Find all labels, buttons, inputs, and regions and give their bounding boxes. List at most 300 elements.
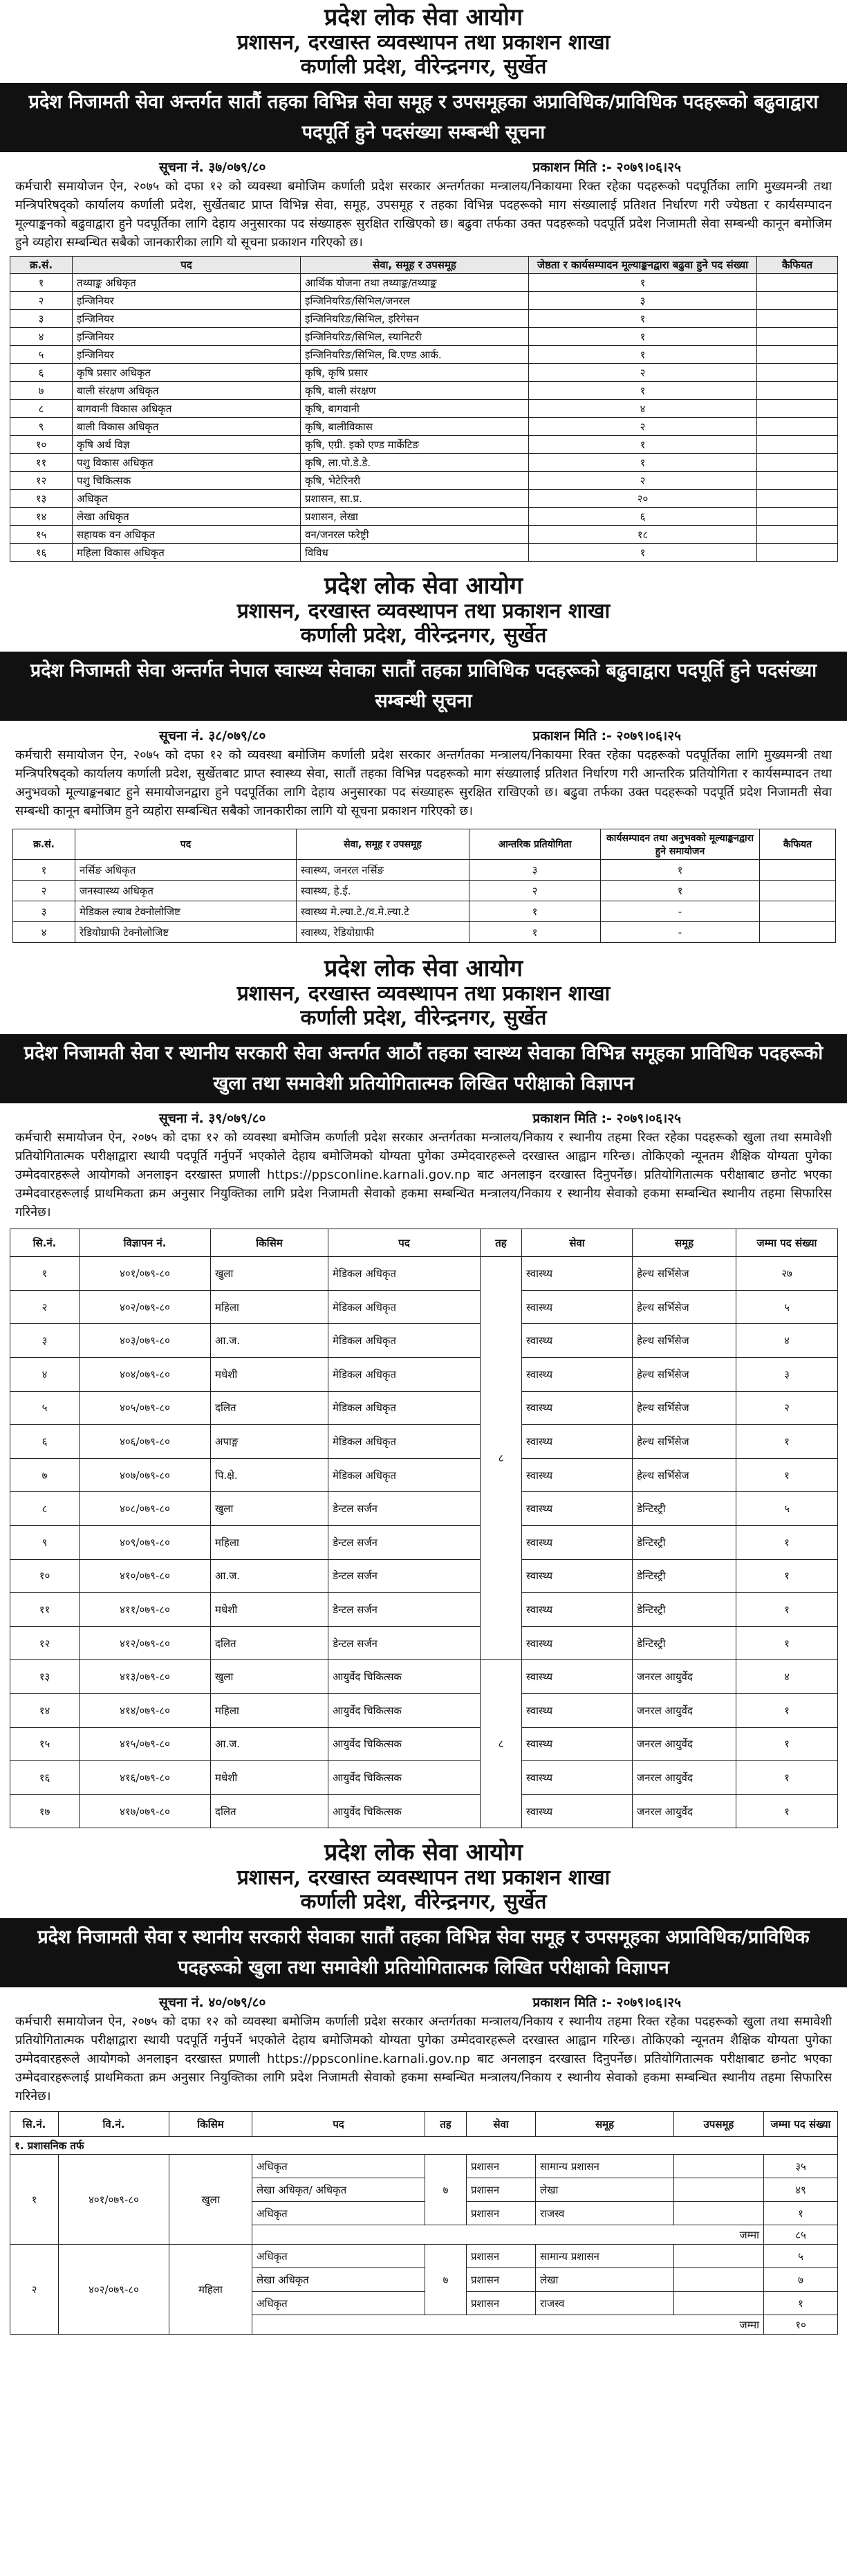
service-cell: स्वास्थ्य [522,1290,633,1324]
column-header: पद [73,257,301,274]
notice-meta [0,1991,847,2012]
table-cell: १ [529,436,757,454]
group-cell: राजस्व [536,2292,674,2315]
table-cell: २ [529,418,757,436]
group-cell: सामान्य प्रशासन [536,2245,674,2268]
serial-cell: ६ [10,1425,80,1459]
service-cell: स्वास्थ्य [522,1324,633,1358]
level-cell: ७ [425,2155,467,2225]
serial-cell: २ [10,1290,80,1324]
table-cell: पशु चिकित्सक [73,472,301,490]
notice-body: कर्मचारी समायोजन ऐन, २०७५ को दफा १२ को व्यवस्था बमोजिम कर्णाली प्रदेश सरकार अन्तर्गतका मन्त्रालय/निकायमा रिक्त रहेका पदहरूको पदपूर्तिका लागि मुख्यमन्त्री तथा मन्त्रिपरिषद्को कार्यालय कर्णाली प्रदेश, सुर्खेतबाट प्राप्त विभिन्न सेवा, समूह, उपसमूह र तहका विभिन्न पदहरूको माग संख्यालाई प्रतिशत निर्धारण गरी ज्येष्ठता र कार्यसम्पादन मूल्याङ्कनको बढुवाद्वारा हुने पदपूर्तिका लागि देहाय अनुसारका पद संख्याहरू सुरक्षित राखिएको छ। बढुवा तर्फका उक्त पदहरूको पदपूर्ति प्रदेश निजामती सेवा सम्बन्धी कानून बमोजिम हुने व्यहोरा सम्बन्धित सबैको जानकारीका लागि यो सूचना प्रकाशन गरिएको छ। [15,179,832,250]
table-header-row [10,2112,838,2137]
commission-name: प्रदेश लोक सेवा आयोग [324,1839,523,1867]
post-count-cell: ४ [736,1660,838,1694]
category-cell: खुला [211,1492,328,1526]
table-row [13,922,836,943]
table-row [10,1425,838,1459]
table-cell [757,508,838,526]
column-header: कार्यसम्पादन तथा अनुभवको मूल्याङ्कनद्वारा हुने समायोजन [601,829,760,860]
admin-vacancy-table [10,2111,838,2335]
table-row [10,1626,838,1660]
advertisement-number: ४१०/०७९-८० [80,1559,211,1593]
table-cell: १ [469,901,601,922]
column-header: पद [252,2112,425,2137]
advertisement-number: ४१५/०७९-८० [80,1727,211,1761]
advertisement-number: ४०२/०७९-८० [80,1290,211,1324]
column-header: कैफियत [760,829,836,860]
post-count-cell: १ [736,1559,838,1593]
table-row [10,2155,838,2178]
subgroup-cell [674,2245,764,2268]
category-cell: आ.ज. [211,1727,328,1761]
table-row [10,346,838,364]
table-cell: १ [529,310,757,328]
table-row [10,1458,838,1492]
group-cell: जनरल आयुर्वेद [633,1794,736,1828]
table-row [10,2245,838,2268]
level-cell: ८ [481,1257,522,1660]
post-count-cell: ४ [736,1324,838,1358]
table-row [10,328,838,346]
table-row [10,454,838,472]
column-header: तह [425,2112,467,2137]
service-cell: स्वास्थ्य [522,1492,633,1526]
table-cell: ४ [529,400,757,418]
service-cell: प्रशासन [467,2155,536,2178]
table-row [10,1761,838,1795]
group-cell: हेल्थ सर्भिसेज [633,1257,736,1291]
advertisement-number: ४०३/०७९-८० [80,1324,211,1358]
publish-date: प्रकाशन मिति :- २०७९।०६।२५ [532,1111,681,1127]
table-row [10,1694,838,1728]
service-cell: स्वास्थ्य [522,1526,633,1560]
post-count-cell: ३५ [764,2155,838,2178]
post-count-cell: १ [736,1626,838,1660]
post-count-cell: १ [736,1526,838,1560]
table-row [10,400,838,418]
table-cell: ८ [10,400,73,418]
publish-date: प्रकाशन मिति :- २०७९।०६।२५ [532,1995,681,2011]
notice-2-header [0,569,847,652]
notice-meta [0,1107,847,1128]
post-cell: अधिकृत [252,2155,425,2178]
notice-body: कर्मचारी समायोजन ऐन, २०७५ को दफा १२ को व्यवस्था बमोजिम कर्णाली प्रदेश सरकार अन्तर्गतका मन्त्रालय/निकायमा रिक्त रहेका पदहरूको पदपूर्तिका लागि मुख्यमन्त्री तथा मन्त्रिपरिषद्को कार्यालय कर्णाली प्रदेश, सुर्खेतबाट प्राप्त स्वास्थ्य सेवा, सातौं तहका विभिन्न पदहरूको माग संख्यालाई प्रतिशत निर्धारण गरी आन्तरिक प्रतियोगिता र कार्यसम्पादन तथा अनुभवको मूल्याङ्कनबाट हुने समायोजनद्वारा हुने पदपूर्तिका लागि देहाय अनुसारका पद संख्याहरू सुरक्षित राखिएको छ। बढुवा तर्फका उक्त पदहरूको पदपूर्ति प्रदेश निजामती सेवा सम्बन्धी कानून बमोजिम हुने व्यहोरा सम्बन्धित सबैको जानकारीका लागि यो सूचना प्रकाशन गरिएको छ। [15,748,832,819]
notice-3 [0,951,847,1828]
serial-cell: १ [10,2155,59,2245]
table-cell: इन्जिनियर [73,310,301,328]
group-cell: हेल्थ सर्भिसेज [633,1458,736,1492]
office-address: कर्णाली प्रदेश, वीरेन्द्रनगर, सुर्खेत [300,623,547,647]
notice-title: प्रदेश निजामती सेवा अन्तर्गत सातौं तहका विभिन्न सेवा समूह र उपसमूहका अप्राविधिक/प्राविधिक पदहरूको बढुवाद्वारा पदपूर्ति हुने पदसंख्या सम्बन्धी सूचना [0,83,847,152]
column-header: सि.नं. [10,2112,59,2137]
table-cell: महिला विकास अधिकृत [73,544,301,562]
group-cell: हेल्थ सर्भिसेज [633,1425,736,1459]
serial-cell: १३ [10,1660,80,1694]
post-cell: डेन्टल सर्जन [328,1626,481,1660]
table-cell [757,544,838,562]
table-row [10,1257,838,1291]
notice-title: प्रदेश निजामती सेवा अन्तर्गत नेपाल स्वास्थ्य सेवाका सातौं तहका प्राविधिक पदहरूको बढुवाद्वारा पदपूर्ति हुने पदसंख्या सम्बन्धी सूचना [0,652,847,721]
table-cell: २ [529,472,757,490]
category-cell: महिला [211,1694,328,1728]
health-promotion-table [12,829,836,943]
post-cell: डेन्टल सर्जन [328,1492,481,1526]
table-cell: कृषि, कृषि प्रसार [301,364,529,382]
service-cell: स्वास्थ्य [522,1761,633,1795]
total-label: जम्मा [252,2315,764,2335]
post-count-cell: १ [736,1458,838,1492]
service-cell: स्वास्थ्य [522,1458,633,1492]
notice-meta [0,725,847,746]
table-cell [757,292,838,310]
branch-name: प्रशासन, दरखास्त व्यवस्थापन तथा प्रकाशन शाखा [236,599,611,624]
advertisement-number: ४१७/०७९-८० [80,1794,211,1828]
table-cell: इन्जिनियर [73,328,301,346]
table-cell: स्वास्थ्य, हे.ई. [297,881,469,901]
table-cell: इन्जिनियरिङ/सिभिल, इरिगेसन [301,310,529,328]
table-row [10,1492,838,1526]
table-row [10,1593,838,1627]
table-cell: १० [10,436,73,454]
post-cell: डेन्टल सर्जन [328,1593,481,1627]
post-cell: डेन्टल सर्जन [328,1526,481,1560]
advertisement-number: ४०१/०७९-८० [59,2155,169,2245]
level-cell: ८ [481,1660,522,1828]
table-cell: २ [469,881,601,901]
category-cell: आ.ज. [211,1559,328,1593]
table-row [13,860,836,881]
group-cell: हेल्थ सर्भिसेज [633,1358,736,1392]
table-cell: ५ [10,346,73,364]
serial-cell: ७ [10,1458,80,1492]
post-cell: मेडिकल अधिकृत [328,1391,481,1425]
category-cell: महिला [211,1526,328,1560]
column-header: किसिम [169,2112,252,2137]
table-cell [757,436,838,454]
table-cell: १ [13,860,75,881]
category-cell: महिला [169,2245,252,2335]
subgroup-cell [674,2268,764,2292]
column-header: क्र.सं. [10,257,73,274]
total-label: जम्मा [252,2225,764,2245]
table-row [10,544,838,562]
column-header: पद [328,1229,481,1257]
group-cell: हेल्थ सर्भिसेज [633,1391,736,1425]
service-cell: स्वास्थ्य [522,1694,633,1728]
table-row [10,1660,838,1694]
notice-4-header [0,1835,847,1918]
column-header: पद [75,829,297,860]
promotion-table [10,256,838,562]
table-cell: ४ [13,922,75,943]
table-cell: १ [469,922,601,943]
table-cell: ३ [469,860,601,881]
column-header: क्र.सं. [13,829,75,860]
column-header: तह [481,1229,522,1257]
advertisement-number: ४०५/०७९-८० [80,1391,211,1425]
publish-date: प्रकाशन मिति :- २०७९।०६।२५ [532,728,681,744]
table-cell: १३ [10,490,73,508]
service-cell: स्वास्थ्य [522,1559,633,1593]
service-cell: स्वास्थ्य [522,1358,633,1392]
subgroup-cell [674,2178,764,2202]
column-header: आन्तरिक प्रतियोगिता [469,829,601,860]
post-cell: अधिकृत [252,2202,425,2225]
table-cell: प्रशासन, लेखा [301,508,529,526]
table-cell: कृषि, एग्री. इको एण्ड मार्केटिङ [301,436,529,454]
table-cell: पशु विकास अधिकृत [73,454,301,472]
notice-title: प्रदेश निजामती सेवा र स्थानीय सरकारी सेवाका सातौं तहका विभिन्न सेवा समूह र उपसमूहका अप्राविधिक/प्राविधिक पदहरूको खुला तथा समावेशी प्रतियोगितात्मक लिखित परीक्षाको विज्ञापन [0,1918,847,1987]
table-row [10,472,838,490]
post-count-cell: १ [736,1425,838,1459]
table-cell [757,526,838,544]
table-row [10,292,838,310]
table-header-row [10,257,838,274]
serial-cell: १० [10,1559,80,1593]
post-count-cell: ४९ [764,2178,838,2202]
section-subheading-row [10,2137,838,2155]
table-row [10,274,838,292]
advertisement-number: ४०४/०७९-८० [80,1358,211,1392]
advertisement-number: ४१४/०७९-८० [80,1694,211,1728]
table-cell: - [601,901,760,922]
table-cell: कृषि, भेटेरिनरी [301,472,529,490]
column-header: सि.नं. [10,1229,80,1257]
post-count-cell: १ [736,1694,838,1728]
group-cell: डेन्टिस्ट्री [633,1559,736,1593]
service-cell: स्वास्थ्य [522,1425,633,1459]
table-cell [760,860,836,881]
subgroup-cell [674,2292,764,2315]
table-row [10,508,838,526]
table-cell: अधिकृत [73,490,301,508]
service-cell: प्रशासन [467,2268,536,2292]
column-header: सेवा, समूह र उपसमूह [301,257,529,274]
table-cell: १ [529,454,757,472]
table-cell: १ [601,881,760,901]
group-cell: हेल्थ सर्भिसेज [633,1290,736,1324]
table-cell: कृषि, बाली संरक्षण [301,382,529,400]
post-cell: मेडिकल अधिकृत [328,1358,481,1392]
branch-name: प्रशासन, दरखास्त व्यवस्थापन तथा प्रकाशन शाखा [236,30,611,55]
table-cell: इन्जिनियरिङ/सिभिल/जनरल [301,292,529,310]
table-cell: १ [529,328,757,346]
advertisement-number: ४०१/०७९-८० [80,1257,211,1291]
table-cell [757,310,838,328]
serial-cell: १२ [10,1626,80,1660]
post-cell: मेडिकल अधिकृत [328,1458,481,1492]
category-cell: मधेशी [211,1358,328,1392]
column-header: उपसमूह [674,2112,764,2137]
level-cell: ७ [425,2245,467,2315]
post-count-cell: १ [736,1727,838,1761]
category-cell: दलित [211,1794,328,1828]
table-cell: इन्जिनियर [73,292,301,310]
table-cell: १ [529,346,757,364]
service-cell: स्वास्थ्य [522,1660,633,1694]
commission-name: प्रदेश लोक सेवा आयोग [324,955,523,983]
post-cell: आयुर्वेद चिकित्सक [328,1794,481,1828]
group-cell: डेन्टिस्ट्री [633,1593,736,1627]
table-row [10,436,838,454]
serial-cell: ४ [10,1358,80,1392]
table-cell: १ [529,382,757,400]
table-row [10,1358,838,1392]
table-cell: ३ [10,310,73,328]
post-cell: आयुर्वेद चिकित्सक [328,1727,481,1761]
post-count-cell: ५ [736,1290,838,1324]
serial-cell: ५ [10,1391,80,1425]
table-cell: बागवानी विकास अधिकृत [73,400,301,418]
total-value: ८५ [764,2225,838,2245]
table-cell: बाली विकास अधिकृत [73,418,301,436]
table-cell: इन्जिनियरिङ/सिभिल, बि.एण्ड आर्क. [301,346,529,364]
table-row [13,881,836,901]
table-cell: विविध [301,544,529,562]
service-cell: प्रशासन [467,2292,536,2315]
advertisement-number: ४०२/०७९-८० [59,2245,169,2335]
table-cell: १ [529,274,757,292]
column-header: किसिम [211,1229,328,1257]
service-cell: स्वास्थ्य [522,1593,633,1627]
table-row [10,1290,838,1324]
table-cell [757,364,838,382]
table-cell: कृषि प्रसार अधिकृत [73,364,301,382]
service-cell: स्वास्थ्य [522,1257,633,1291]
group-cell: जनरल आयुर्वेद [633,1694,736,1728]
post-count-cell: १ [764,2202,838,2225]
table-cell: इन्जिनियर [73,346,301,364]
service-cell: स्वास्थ्य [522,1794,633,1828]
table-cell: ३ [529,292,757,310]
table-cell: ४ [10,328,73,346]
table-cell: स्वास्थ्य मे.ल्या.टे./व.मे.ल्या.टे [297,901,469,922]
branch-name: प्रशासन, दरखास्त व्यवस्थापन तथा प्रकाशन शाखा [236,982,611,1006]
table-cell [760,922,836,943]
table-cell: आर्थिक योजना तथा तथ्याङ्क/तथ्याङ्क [301,274,529,292]
section-subheading: १. प्रशासनिक तर्फ [10,2137,838,2155]
table-header-row [10,1229,838,1257]
column-header: जेष्ठता र कार्यसम्पादन मूल्याङ्कनद्वारा बढुवा हुने पद संख्या [529,257,757,274]
category-cell: मधेशी [211,1761,328,1795]
post-count-cell: २७ [736,1257,838,1291]
table-row [10,364,838,382]
table-cell: ६ [10,364,73,382]
post-cell: अधिकृत [252,2245,425,2268]
serial-cell: ३ [10,1324,80,1358]
table-cell: बाली संरक्षण अधिकृत [73,382,301,400]
advertisement-number: ४११/०७९-८० [80,1593,211,1627]
table-cell: - [601,922,760,943]
notice-1-header [0,0,847,83]
table-cell: १ [10,274,73,292]
health-vacancy-table [10,1229,838,1828]
subgroup-cell [674,2155,764,2178]
category-cell: दलित [211,1626,328,1660]
group-cell: सामान्य प्रशासन [536,2155,674,2178]
table-row [10,1526,838,1560]
table-cell: २ [529,364,757,382]
column-header: सेवा [467,2112,536,2137]
column-header: जम्मा पद संख्या [736,1229,838,1257]
notice-1 [0,0,847,562]
category-cell: महिला [211,1290,328,1324]
category-cell: खुला [169,2155,252,2245]
table-row [10,490,838,508]
table-row [10,1391,838,1425]
group-cell: जनरल आयुर्वेद [633,1660,736,1694]
group-cell: लेखा [536,2268,674,2292]
notice-body: कर्मचारी समायोजन ऐन, २०७५ को दफा १२ को व्यवस्था बमोजिम कर्णाली प्रदेश सरकार अन्तर्गतका मन्त्रालय/निकाय र स्थानीय तहमा रिक्त रहेका पदहरूको खुला तथा समावेशी प्रतियोगितात्मक परीक्षाद्वारा स्थायी पदपूर्ति गर्नुपर्ने भएकोले देहाय बमोजिमको योग्यता पुगेका उम्मेदवारहरूले दरखास्त आह्वान गरिन्छ। तोकिएको न्यूनतम शैक्षिक योग्यता पुगेका उम्मेदवारहरूले आयोगको अनलाइन दरखास्त प्रणाली https://ppsconline.karnali.gov.np बाट अनलाइन दरखास्त दिनुपर्नेछ। प्रतियोगितात्मक परीक्षाबाट छनोट भएका उम्मेदवारहरूलाई प्राथमिकता क्रम अनुसार नियुक्तिका लागि प्रदेश निजामती सेवाको हकमा सम्बन्धित मन्त्रालय/निकाय र स्थानीय सेवाको हकमा सम्बन्धित स्थानीय तहमा सिफारिस गरिनेछ। [15,1130,832,1220]
advertisement-number: ४१६/०७९-८० [80,1761,211,1795]
advertisement-number: ४१२/०७९-८० [80,1626,211,1660]
post-cell: आयुर्वेद चिकित्सक [328,1761,481,1795]
advertisement-number: ४०६/०७९-८० [80,1425,211,1459]
table-cell: १५ [10,526,73,544]
table-cell: ६ [529,508,757,526]
table-cell: २ [13,881,75,901]
table-cell [760,901,836,922]
service-cell: स्वास्थ्य [522,1391,633,1425]
post-cell: आयुर्वेद चिकित्सक [328,1694,481,1728]
table-cell: जनस्वास्थ्य अधिकृत [75,881,297,901]
office-address: कर्णाली प्रदेश, वीरेन्द्रनगर, सुर्खेत [300,54,547,79]
column-header: सेवा, समूह र उपसमूह [297,829,469,860]
office-address: कर्णाली प्रदेश, वीरेन्द्रनगर, सुर्खेत [300,1889,547,1914]
group-cell: डेन्टिस्ट्री [633,1526,736,1560]
post-count-cell: ३ [736,1358,838,1392]
publish-date: प्रकाशन मिति :- २०७९।०६।२५ [532,160,681,176]
table-cell: ९ [10,418,73,436]
post-cell: मेडिकल अधिकृत [328,1290,481,1324]
table-header-row [13,829,836,860]
table-cell: १ [601,860,760,881]
table-cell: ७ [10,382,73,400]
group-cell: लेखा [536,2178,674,2202]
table-row [10,526,838,544]
notice-2 [0,569,847,943]
table-cell: ११ [10,454,73,472]
post-cell: अधिकृत [252,2292,425,2315]
table-cell: लेखा अधिकृत [73,508,301,526]
category-cell: दलित [211,1391,328,1425]
table-cell: कृषि, बागवानी [301,400,529,418]
serial-cell: ११ [10,1593,80,1627]
service-cell: प्रशासन [467,2202,536,2225]
serial-cell: १७ [10,1794,80,1828]
notice-number: सूचना नं. ३७/०७९/८० [159,160,266,176]
table-cell: तथ्याङ्क अधिकृत [73,274,301,292]
table-cell: कृषि, बालीविकास [301,418,529,436]
table-cell [757,472,838,490]
advertisement-number: ४१३/०७९-८० [80,1660,211,1694]
table-cell: कृषि, ला.पो.डे.डे. [301,454,529,472]
advertisement-number: ४०७/०७९-८० [80,1458,211,1492]
category-cell: खुला [211,1257,328,1291]
post-count-cell: २ [736,1391,838,1425]
table-cell [757,274,838,292]
post-cell: डेन्टल सर्जन [328,1559,481,1593]
table-cell: प्रशासन, सा.प्र. [301,490,529,508]
table-row [10,1794,838,1828]
table-row [10,1727,838,1761]
serial-cell: ८ [10,1492,80,1526]
group-cell: राजस्व [536,2202,674,2225]
table-row [10,310,838,328]
serial-cell: ९ [10,1526,80,1560]
group-cell: हेल्थ सर्भिसेज [633,1324,736,1358]
